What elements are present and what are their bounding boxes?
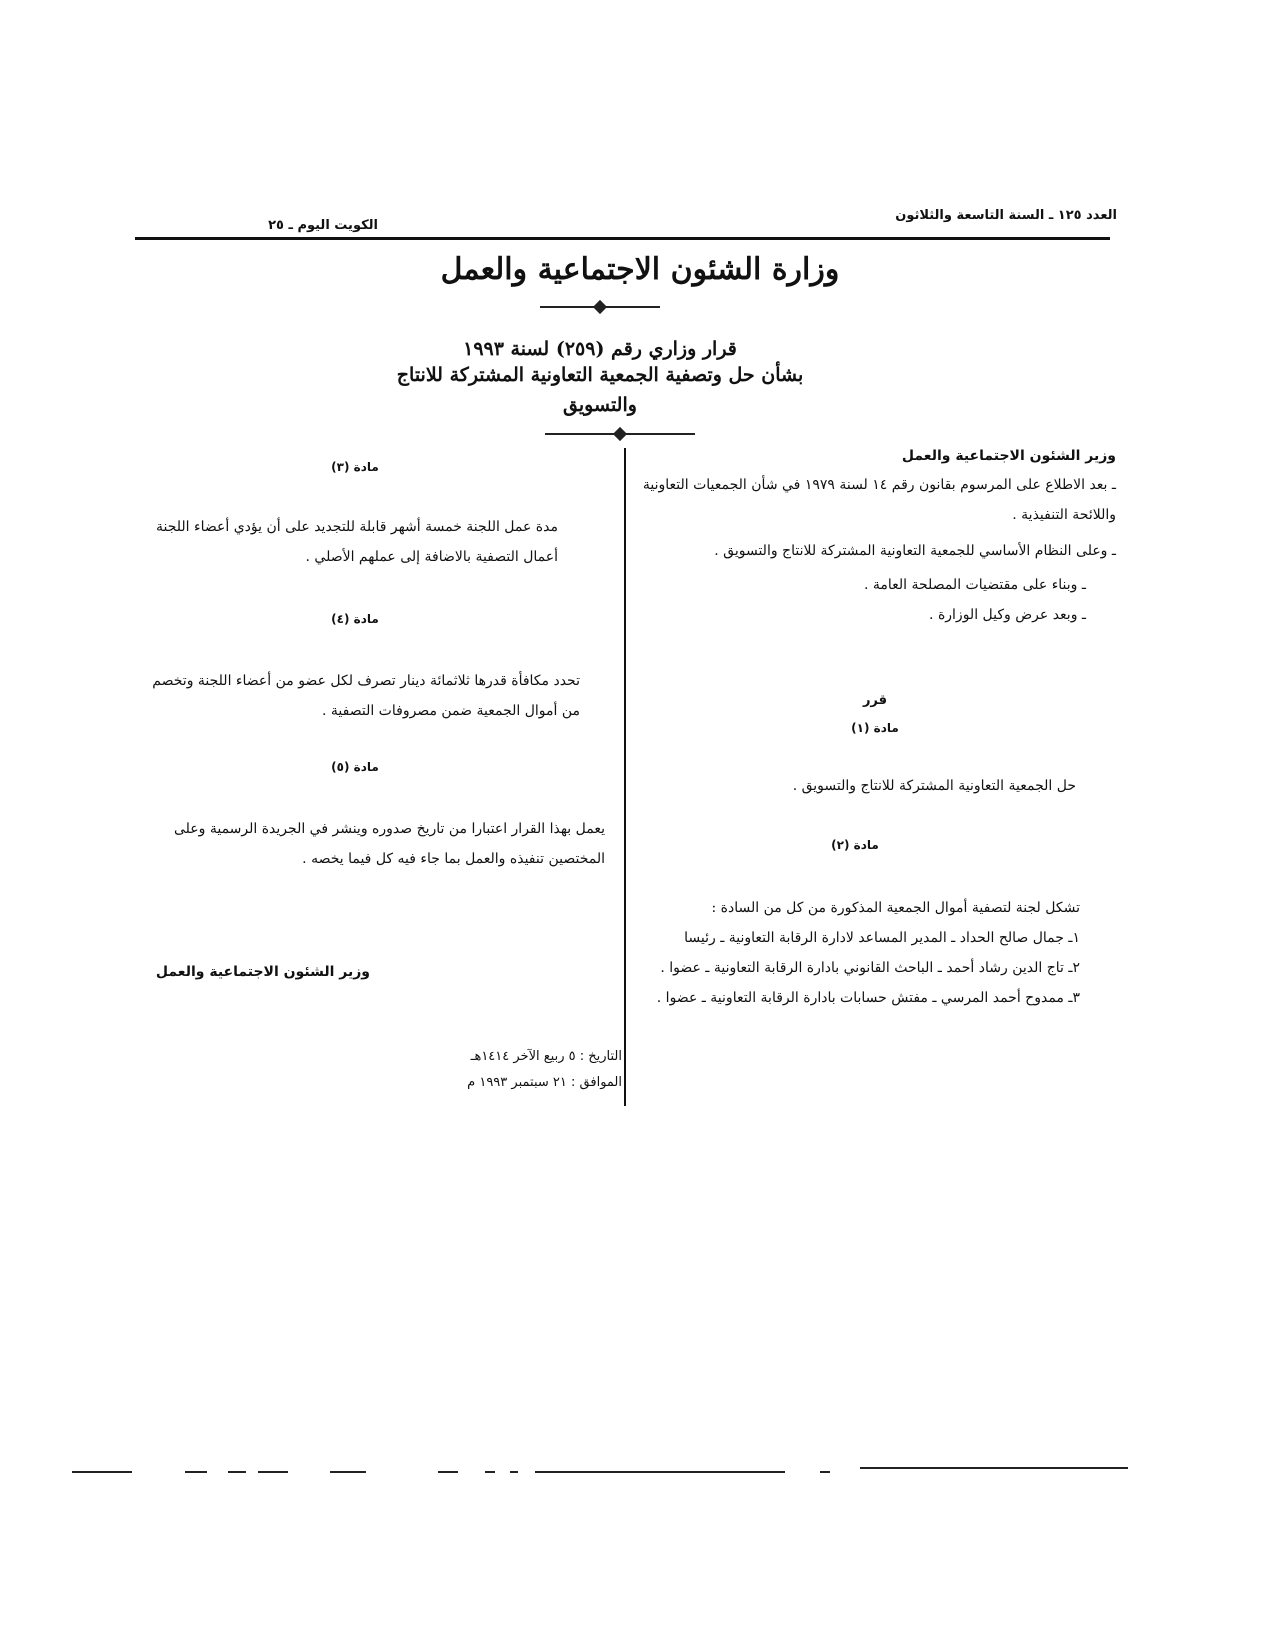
bottom-rule-segment (258, 1471, 288, 1473)
column-divider (624, 448, 626, 1106)
ministry-title: وزارة الشئون الاجتماعية والعمل (440, 252, 840, 287)
subject-ornament (545, 433, 695, 435)
committee-member-1: ١ـ جمال صالح الحداد ـ المدير المساعد لادارة الرقابة التعاونية ـ رئيسا (684, 930, 1080, 946)
bottom-rule-segment (438, 1471, 458, 1473)
recital-1: ـ بعد الاطلاع على المرسوم بقانون رقم ١٤ لسنة ١٩٧٩ في شأن الجمعيات التعاونية واللائحة التنفيذية . (642, 477, 1116, 523)
article-4-label: مادة (٤) (331, 612, 379, 626)
bottom-rule-segment (185, 1471, 207, 1473)
recital-2: ـ وعلى النظام الأساسي للجمعية التعاونية المشتركة للانتاج والتسويق . (714, 543, 1116, 559)
article-2-intro: تشكل لجنة لتصفية أموال الجمعية المذكورة من كل من السادة : (711, 900, 1080, 916)
bottom-rule-segment (330, 1471, 366, 1473)
article-1-label: مادة (١) (851, 721, 899, 735)
decided-label: قرر (862, 693, 888, 708)
decision-subject-line2: والتسويق (563, 394, 637, 416)
decision-number: قرار وزاري رقم (٢٥٩) لسنة ١٩٩٣ (463, 338, 737, 360)
bottom-rule-segment (485, 1471, 495, 1473)
recital-4: ـ وبعد عرض وكيل الوزارة . (929, 607, 1086, 623)
paper-header: الكويت اليوم ـ ٢٥ (268, 218, 378, 233)
recital-3: ـ وبناء على مقتضيات المصلحة العامة . (863, 577, 1086, 593)
minister-intro: وزير الشئون الاجتماعية والعمل (901, 448, 1116, 464)
minister-signature: وزير الشئون الاجتماعية والعمل (155, 964, 370, 980)
bottom-rule-segment (535, 1471, 785, 1473)
bottom-rule-segment (72, 1471, 132, 1473)
committee-member-3: ٣ـ ممدوح أحمد المرسي ـ مفتش حسابات بادارة الرقابة التعاونية ـ عضوا . (656, 990, 1080, 1006)
decision-subject-line1: بشأن حل وتصفية الجمعية التعاونية المشتركة للانتاج (396, 364, 804, 386)
article-5-label: مادة (٥) (331, 760, 379, 774)
committee-member-2: ٢ـ تاج الدين رشاد أحمد ـ الباحث القانوني بادارة الرقابة التعاونية ـ عضوا . (660, 960, 1080, 976)
date-gregorian: الموافق : ٢١ سبتمبر ١٩٩٣ م (467, 1075, 622, 1090)
article-2-label: مادة (٢) (831, 838, 879, 852)
title-ornament (540, 306, 660, 308)
article-2-body (636, 893, 1116, 1013)
issue-header: العدد ١٢٥ ـ السنة التاسعة والثلاثون (895, 208, 1117, 223)
date-hijri: التاريخ : ٥ ربيع الآخر ١٤١٤هـ (470, 1049, 622, 1064)
bottom-rule-segment (510, 1471, 518, 1473)
article-4-text: تحدد مكافأة قدرها ثلاثمائة دينار تصرف لكل عضو من أعضاء اللجنة وتخصم من أموال الجمعية ضمن مصروفات التصفية . (152, 673, 580, 719)
article-3-text: مدة عمل اللجنة خمسة أشهر قابلة للتجديد على أن يؤدي أعضاء اللجنة أعمال التصفية بالاضافة إلى عملهم الأصلي . (156, 519, 558, 565)
article-5-text: يعمل بهذا القرار اعتبارا من تاريخ صدوره وينشر في الجريدة الرسمية وعلى المختصين تنفيذه والعمل بما جاء فيه كل فيما يخصه . (173, 821, 605, 867)
right-column (636, 448, 1116, 630)
article-3-label: مادة (٣) (331, 460, 379, 474)
article-1-text: حل الجمعية التعاونية المشتركة للانتاج والتسويق . (792, 778, 1076, 794)
bottom-rule-segment (860, 1467, 1128, 1469)
bottom-rule-segment (228, 1471, 246, 1473)
header-rule (135, 237, 1110, 240)
bottom-rule-segment (820, 1471, 830, 1473)
